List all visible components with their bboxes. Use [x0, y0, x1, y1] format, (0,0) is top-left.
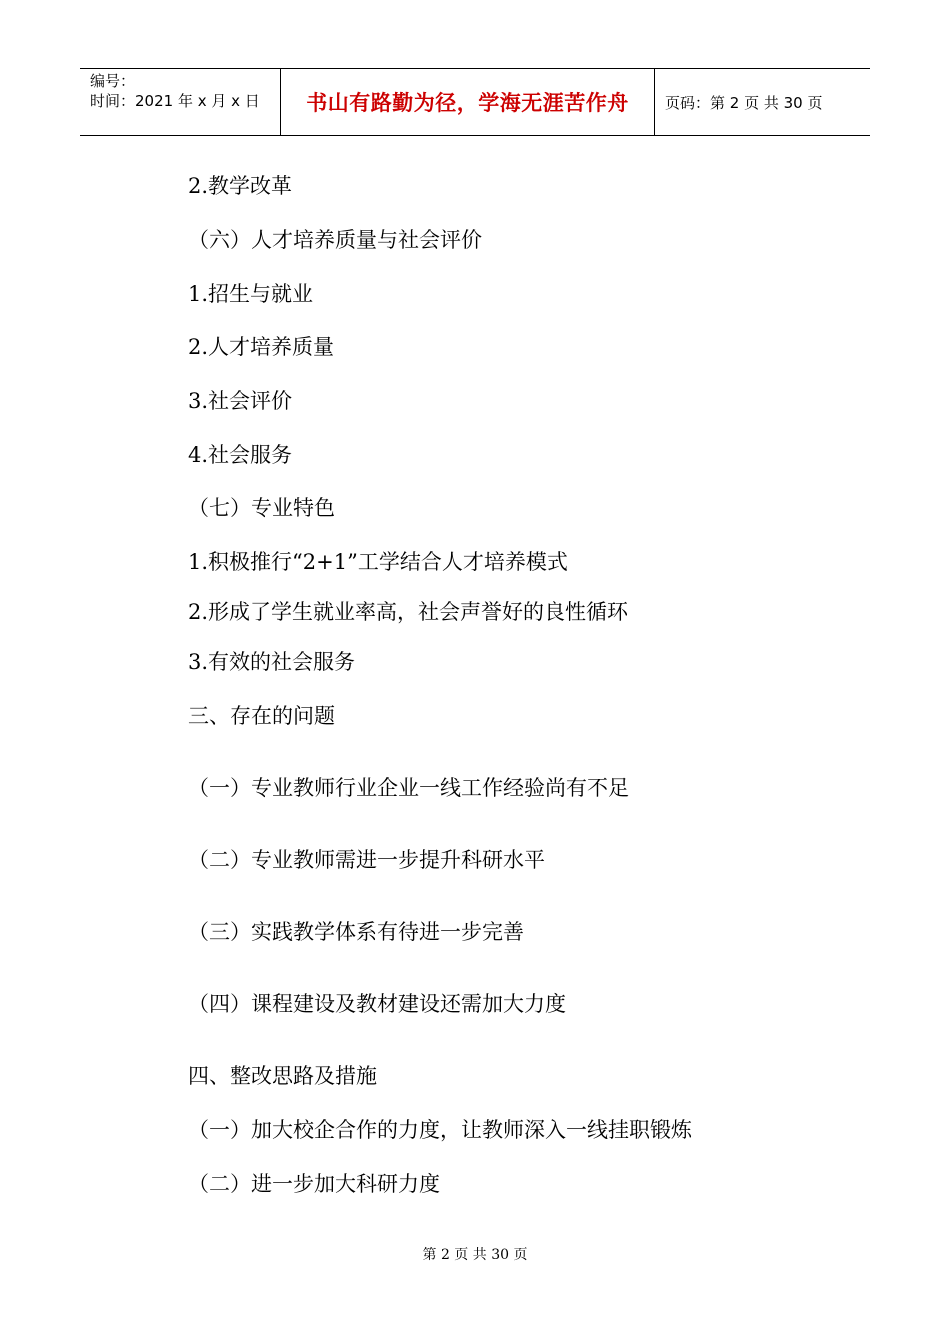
- body-line: （一）专业教师行业企业一线工作经验尚有不足: [188, 776, 629, 800]
- body-line: （二）专业教师需进一步提升科研水平: [188, 848, 545, 872]
- body-line: 1.招生与就业: [188, 282, 314, 306]
- body-line: （二）进一步加大科研力度: [188, 1172, 440, 1196]
- number-label: 编号：: [90, 72, 136, 90]
- body-line: （四）课程建设及教材建设还需加大力度: [188, 992, 566, 1016]
- body-line: （三）实践教学体系有待进一步完善: [188, 920, 524, 944]
- body-line: 2.形成了学生就业率高，社会声誉好的良性循环: [188, 600, 629, 624]
- header-page-label: 页码：第 2 页 共 30 页: [665, 93, 823, 112]
- section-heading: 四、整改思路及措施: [188, 1064, 377, 1088]
- page-footer: 第 2 页 共 30 页: [422, 1247, 528, 1263]
- header-motto: 书山有路勤为径，学海无涯苦作舟: [281, 69, 655, 135]
- header-meta: [80, 69, 281, 135]
- page-header: [80, 68, 870, 136]
- body-line: （六）人才培养质量与社会评价: [188, 228, 482, 252]
- body-line: （七）专业特色: [188, 496, 335, 520]
- body-line: 2.教学改革: [188, 174, 293, 198]
- body-line: 4.社会服务: [188, 443, 293, 467]
- body-line: 2.人才培养质量: [188, 335, 335, 359]
- body-line: 1.积极推行“2+1”工学结合人才培养模式: [188, 550, 568, 574]
- body-line: （一）加大校企合作的力度，让教师深入一线挂职锻炼: [188, 1118, 692, 1142]
- body-line: 3.社会评价: [188, 389, 293, 413]
- section-heading: 三、存在的问题: [188, 704, 335, 728]
- body-line: 3.有效的社会服务: [188, 650, 356, 674]
- time-label: 时间：2021 年 x 月 x 日: [90, 92, 260, 110]
